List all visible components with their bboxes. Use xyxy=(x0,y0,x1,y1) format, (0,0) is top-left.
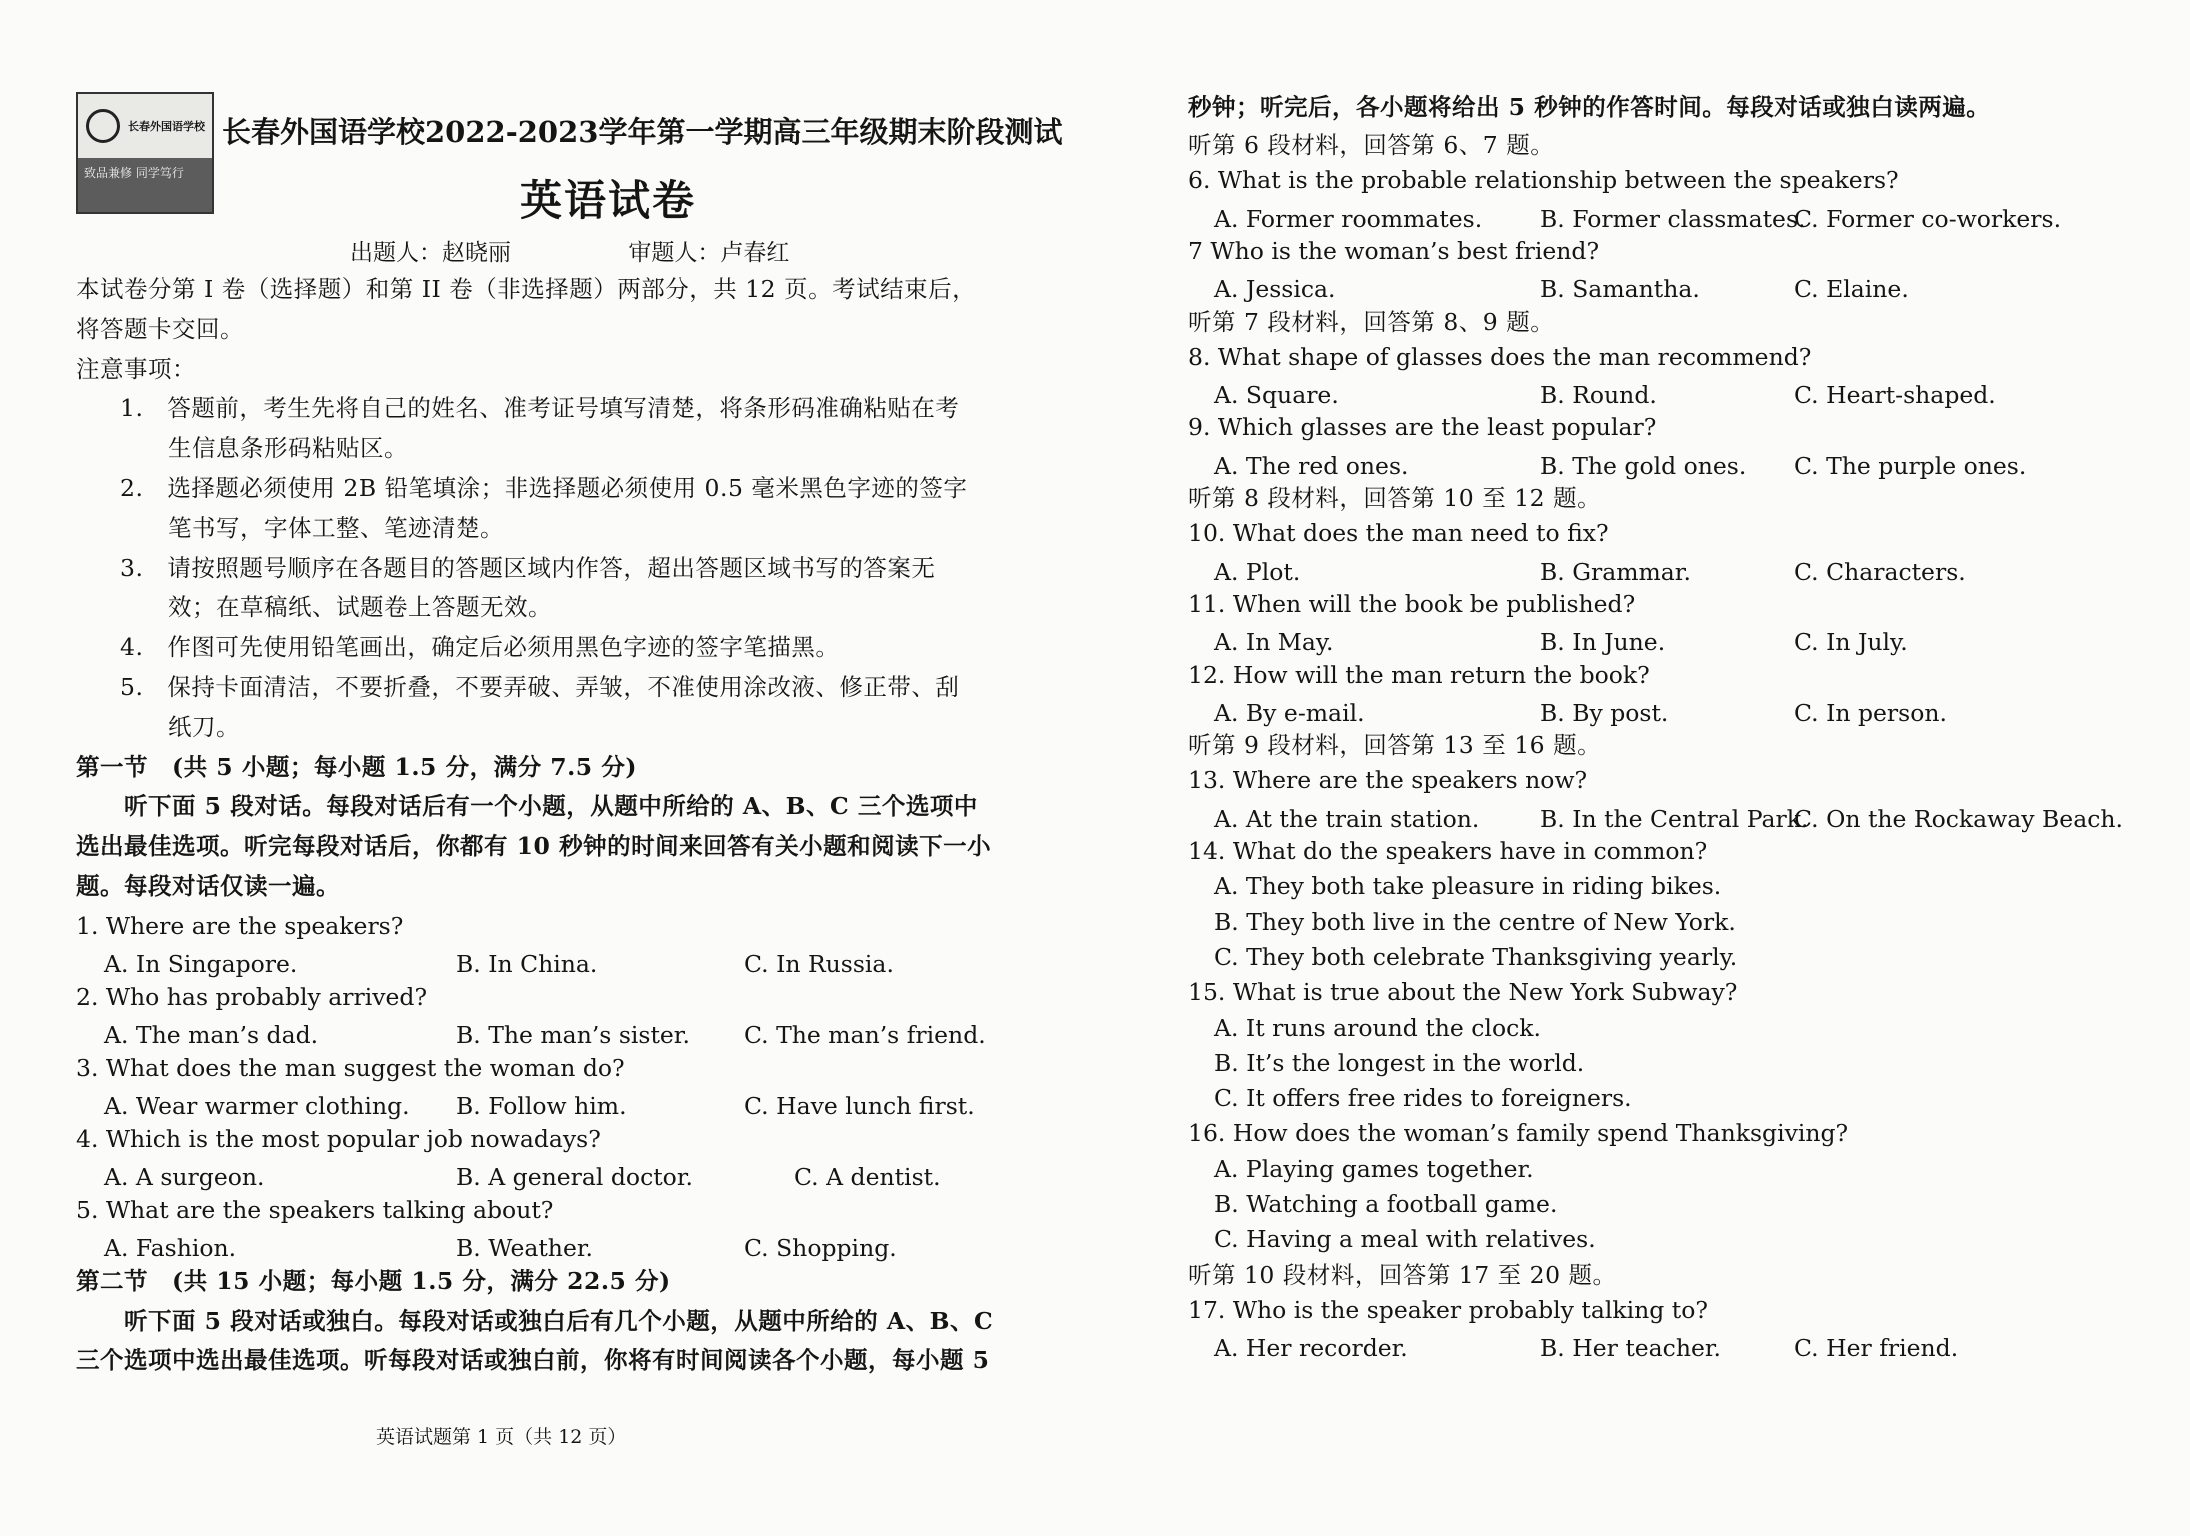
question-stem: 9. Which glasses are the least popular? xyxy=(1188,413,1657,442)
option-c: C. Heart-shaped. xyxy=(1794,381,1996,410)
option-b: B. The gold ones. xyxy=(1540,451,1747,480)
option-b: B. A general doctor. xyxy=(456,1163,693,1192)
option-b: B. The man’s sister. xyxy=(456,1021,690,1050)
question-stem: 2. Who has probably arrived? xyxy=(76,982,428,1011)
option-c: C. Have lunch first. xyxy=(744,1092,975,1121)
option-line: A. They both take pleasure in riding bikes. xyxy=(1214,872,1722,901)
option-a: A. In Singapore. xyxy=(104,950,298,979)
school-title: 长春外国语学校2022-2023学年第一学期高三年级期末阶段测试 xyxy=(222,115,1063,149)
question-stem: 3. What does the man suggest the woman do? xyxy=(76,1053,625,1082)
material-heading: 听第 6 段材料，回答第 6、7 题。 xyxy=(1188,131,1555,159)
option-b: B. Her teacher. xyxy=(1540,1334,1722,1363)
notice-item: 纸刀。 xyxy=(120,712,240,741)
option-line: C. They both celebrate Thanksgiving yearly. xyxy=(1214,942,1738,971)
option-a: A. The man’s dad. xyxy=(104,1021,319,1050)
question-stem: 16. How does the woman’s family spend Thanksgiving? xyxy=(1188,1119,1849,1148)
section-description: 题。每段对话仅读一遍。 xyxy=(76,872,340,900)
option-b: B. Grammar. xyxy=(1540,557,1691,586)
option-c: C. A dentist. xyxy=(794,1163,941,1192)
option-line: A. Playing games together. xyxy=(1214,1154,1534,1183)
section-description: 听下面 5 段对话。每段对话后有一个小题，从题中所给的 A、B、C 三个选项中 xyxy=(76,792,978,821)
reviewer: 审题人：卢春红 xyxy=(628,240,790,266)
option-c: C. On the Rockaway Beach. xyxy=(1794,804,2123,833)
material-heading: 听第 10 段材料，回答第 17 至 20 题。 xyxy=(1188,1260,1617,1289)
option-c: C. Former co-workers. xyxy=(1794,204,2062,233)
notice-item: 生信息条形码粘贴区。 xyxy=(120,434,408,463)
option-b: B. By post. xyxy=(1540,698,1669,727)
option-c: C. Characters. xyxy=(1794,557,1966,586)
option-line: B. They both live in the centre of New York. xyxy=(1214,907,1736,936)
question-stem: 8. What shape of glasses does the man recommend? xyxy=(1188,342,1812,371)
option-line: B. It’s the longest in the world. xyxy=(1214,1048,1585,1077)
notice-heading: 注意事项： xyxy=(76,354,196,383)
option-c: C. Elaine. xyxy=(1794,275,1909,304)
option-a: A. Jessica. xyxy=(1214,275,1336,304)
option-a: A. By e-mail. xyxy=(1214,698,1365,727)
option-b: B. Round. xyxy=(1540,381,1657,410)
question-stem: 1. Where are the speakers? xyxy=(76,911,404,940)
option-b: B. Weather. xyxy=(456,1234,593,1263)
option-a: A. Plot. xyxy=(1214,557,1301,586)
material-heading: 听第 8 段材料，回答第 10 至 12 题。 xyxy=(1188,484,1602,512)
notice-item: 1. 答题前，考生先将自己的姓名、准考证号填写清楚，将条形码准确粘贴在考 xyxy=(120,394,960,423)
material-heading: 听第 7 段材料，回答第 8、9 题。 xyxy=(1188,307,1555,336)
option-a: A. At the train station. xyxy=(1214,804,1480,833)
question-stem: 15. What is true about the New York Subway? xyxy=(1188,978,1738,1007)
option-c: C. The purple ones. xyxy=(1794,451,2027,480)
question-stem: 7 Who is the woman’s best friend? xyxy=(1188,236,1600,265)
option-c: C. In Russia. xyxy=(744,950,894,979)
page-footer: 英语试题第 1 页（共 12 页） xyxy=(376,1426,627,1448)
notice-item: 4. 作图可先使用铅笔画出，确定后必须用黑色字迹的签字笔描黑。 xyxy=(120,633,840,662)
notice-item: 3. 请按照题号顺序在各题目的答题区域内作答，超出答题区域书写的答案无 xyxy=(120,553,936,582)
notice-item: 笔书写，字体工整、笔迹清楚。 xyxy=(120,513,504,542)
question-stem: 6. What is the probable relationship between the speakers? xyxy=(1188,166,1899,195)
option-a: A. In May. xyxy=(1214,628,1334,657)
intro-line: 将答题卡交回。 xyxy=(76,314,244,343)
authors xyxy=(350,234,789,267)
notice-item: 效；在草稿纸、试题卷上答题无效。 xyxy=(120,593,552,622)
option-c: C. The man’s friend. xyxy=(744,1021,986,1050)
question-stem: 17. Who is the speaker probably talking to? xyxy=(1188,1295,1708,1324)
option-b: B. Samantha. xyxy=(1540,275,1700,304)
option-b: B. In the Central Park. xyxy=(1540,804,1809,833)
question-stem: 11. When will the book be published? xyxy=(1188,589,1636,618)
option-line: C. It offers free rides to foreigners. xyxy=(1214,1084,1632,1113)
section-description: 选出最佳选项。听完每段对话后，你都有 10 秒钟的时间来回答有关小题和阅读下一小 xyxy=(76,832,992,861)
notice-item: 2. 选择题必须使用 2B 铅笔填涂；非选择题必须使用 0.5 毫米黑色字迹的签字 xyxy=(120,474,968,502)
question-stem: 5. What are the speakers talking about? xyxy=(76,1195,554,1224)
question-stem: 13. Where are the speakers now? xyxy=(1188,766,1588,795)
option-line: B. Watching a football game. xyxy=(1214,1190,1558,1218)
section-description: 三个选项中选出最佳选项。听每段对话或独白前，你将有时间阅读各个小题，每小题 5 xyxy=(76,1346,990,1375)
intro-line: 本试卷分第 I 卷（选择题）和第 II 卷（非选择题）两部分，共 12 页。考试结束后， xyxy=(76,275,977,303)
option-c: C. In person. xyxy=(1794,698,1947,727)
option-c: C. In July. xyxy=(1794,628,1908,657)
option-a: A. Fashion. xyxy=(104,1234,237,1263)
section-description: 秒钟；听完后，各小题将给出 5 秒钟的作答时间。每段对话或独白读两遍。 xyxy=(1188,93,1991,121)
option-b: B. In China. xyxy=(456,950,598,979)
section-description: 听下面 5 段对话或独白。每段对话或独白后有几个小题，从题中所给的 A、B、C xyxy=(76,1306,994,1335)
option-b: B. Former classmates. xyxy=(1540,204,1806,233)
exam-title: 英语试卷 xyxy=(520,176,697,225)
material-heading: 听第 9 段材料，回答第 13 至 16 题。 xyxy=(1188,731,1602,760)
notice-item: 5. 保持卡面清洁，不要折叠，不要弄破、弄皱，不准使用涂改液、修正带、刮 xyxy=(120,673,960,701)
section-heading: 第一节 (共 5 小题；每小题 1.5 分，满分 7.5 分) xyxy=(76,752,637,781)
question-stem: 4. Which is the most popular job nowadays? xyxy=(76,1124,601,1153)
option-c: C. Shopping. xyxy=(744,1234,897,1263)
question-stem: 12. How will the man return the book? xyxy=(1188,660,1650,689)
option-b: B. Follow him. xyxy=(456,1092,627,1121)
option-a: A. Former roommates. xyxy=(1214,204,1483,233)
logo-motto: 致品兼修 同学笃行 xyxy=(84,166,184,180)
option-b: B. In June. xyxy=(1540,628,1666,657)
option-a: A. Her recorder. xyxy=(1214,1334,1408,1363)
option-a: A. A surgeon. xyxy=(104,1163,265,1192)
school-seal-icon xyxy=(86,109,120,143)
setter: 出题人：赵晓丽 xyxy=(350,240,511,266)
question-stem: 14. What do the speakers have in common? xyxy=(1188,837,1708,865)
option-a: A. Wear warmer clothing. xyxy=(104,1092,410,1121)
question-stem: 10. What does the man need to fix? xyxy=(1188,519,1609,548)
school-logo xyxy=(76,92,214,214)
option-a: A. Square. xyxy=(1214,381,1339,410)
option-a: A. The red ones. xyxy=(1214,451,1409,480)
option-c: C. Her friend. xyxy=(1794,1334,1959,1363)
option-line: C. Having a meal with relatives. xyxy=(1214,1225,1596,1254)
option-line: A. It runs around the clock. xyxy=(1214,1013,1541,1042)
logo-text: 长春外国语学校 xyxy=(128,120,205,133)
section-heading: 第二节 (共 15 小题；每小题 1.5 分，满分 22.5 分) xyxy=(76,1266,671,1295)
